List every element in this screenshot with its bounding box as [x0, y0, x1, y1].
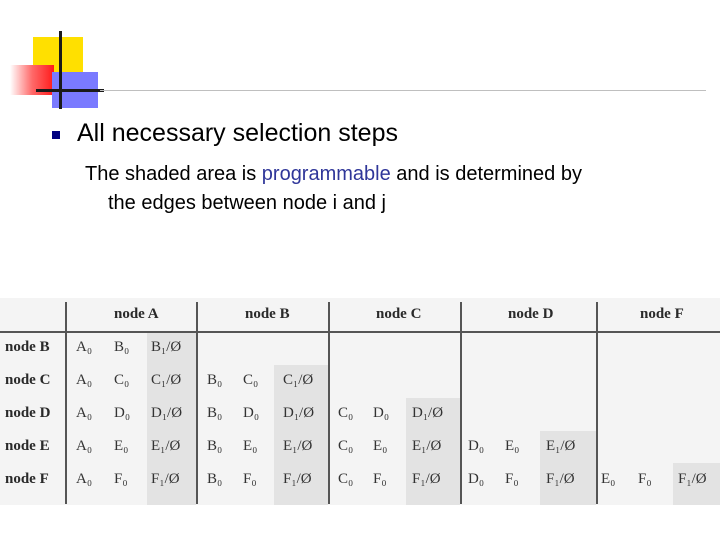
row-label: node D [5, 405, 51, 421]
slide-subtext [85, 160, 705, 218]
bullet-icon [52, 131, 60, 139]
row-label: node B [5, 339, 50, 355]
table-cell: E₀ [505, 438, 520, 454]
table-cell: B₁/Ø [151, 339, 182, 355]
table-cell: F₀ [243, 471, 257, 487]
table-cell: F₁/Ø [678, 471, 707, 487]
logo-vertical-line [59, 31, 62, 109]
selection-steps-table [0, 298, 720, 505]
table-cell: D₀ [243, 405, 260, 421]
table-cell: C₁/Ø [283, 372, 314, 388]
subtext-line2: the edges between node i and j [108, 192, 386, 214]
table-cell: B₀ [207, 471, 223, 487]
table-cell: D₀ [468, 438, 485, 454]
subtext-highlight: programmable [261, 163, 391, 185]
table-cell: C₀ [338, 405, 354, 421]
table-cell: C₀ [338, 471, 354, 487]
table-cell: B₀ [114, 339, 130, 355]
table-cell: A₀ [76, 438, 93, 454]
table-cell: F₀ [505, 471, 519, 487]
table-cell: C₀ [243, 372, 259, 388]
table-cell: A₀ [76, 372, 93, 388]
column-header: node B [245, 306, 290, 322]
logo-horizontal-line [36, 89, 104, 92]
table-cell: B₀ [207, 372, 223, 388]
row-label: node C [5, 372, 51, 388]
table-cell: E₁/Ø [151, 438, 181, 454]
table-cell: E₁/Ø [412, 438, 442, 454]
table-cell: F₀ [114, 471, 128, 487]
table-cell: E₀ [114, 438, 129, 454]
row-label: node E [5, 438, 50, 454]
table-cell: D₁/Ø [412, 405, 444, 421]
table-cell: F₁/Ø [283, 471, 312, 487]
table-cell: E₁/Ø [546, 438, 576, 454]
table-cell: A₀ [76, 405, 93, 421]
table-cell: D₀ [468, 471, 485, 487]
table-cell: C₀ [114, 372, 130, 388]
row-label: node F [5, 471, 49, 487]
column-header: node D [508, 306, 554, 322]
subtext-before: The shaded area is [85, 163, 262, 185]
table-cell: F₁/Ø [151, 471, 180, 487]
slide-heading: All necessary selection steps [77, 119, 398, 147]
table-cell: F₁/Ø [412, 471, 441, 487]
table-cell: C₀ [338, 438, 354, 454]
table-cell: E₀ [601, 471, 616, 487]
table-cell: F₁/Ø [546, 471, 575, 487]
table-cell: E₀ [243, 438, 258, 454]
table-cell: D₁/Ø [283, 405, 315, 421]
column-header: node F [640, 306, 684, 322]
table-cell: B₀ [207, 405, 223, 421]
table-cell: A₀ [76, 339, 93, 355]
subtext-after: and is determined by [390, 163, 582, 185]
table-cell: E₁/Ø [283, 438, 313, 454]
table-cell: A₀ [76, 471, 93, 487]
table-cell: E₀ [373, 438, 388, 454]
title-divider [100, 90, 706, 91]
table-cell: B₀ [207, 438, 223, 454]
table-cell: D₀ [373, 405, 390, 421]
column-header: node C [376, 306, 422, 322]
table-cell: D₁/Ø [151, 405, 183, 421]
header-divider [0, 331, 720, 333]
table-cell: C₁/Ø [151, 372, 182, 388]
column-header: node A [114, 306, 159, 322]
table-cell: D₀ [114, 405, 131, 421]
table-cell: F₀ [638, 471, 652, 487]
table-cell: F₀ [373, 471, 387, 487]
